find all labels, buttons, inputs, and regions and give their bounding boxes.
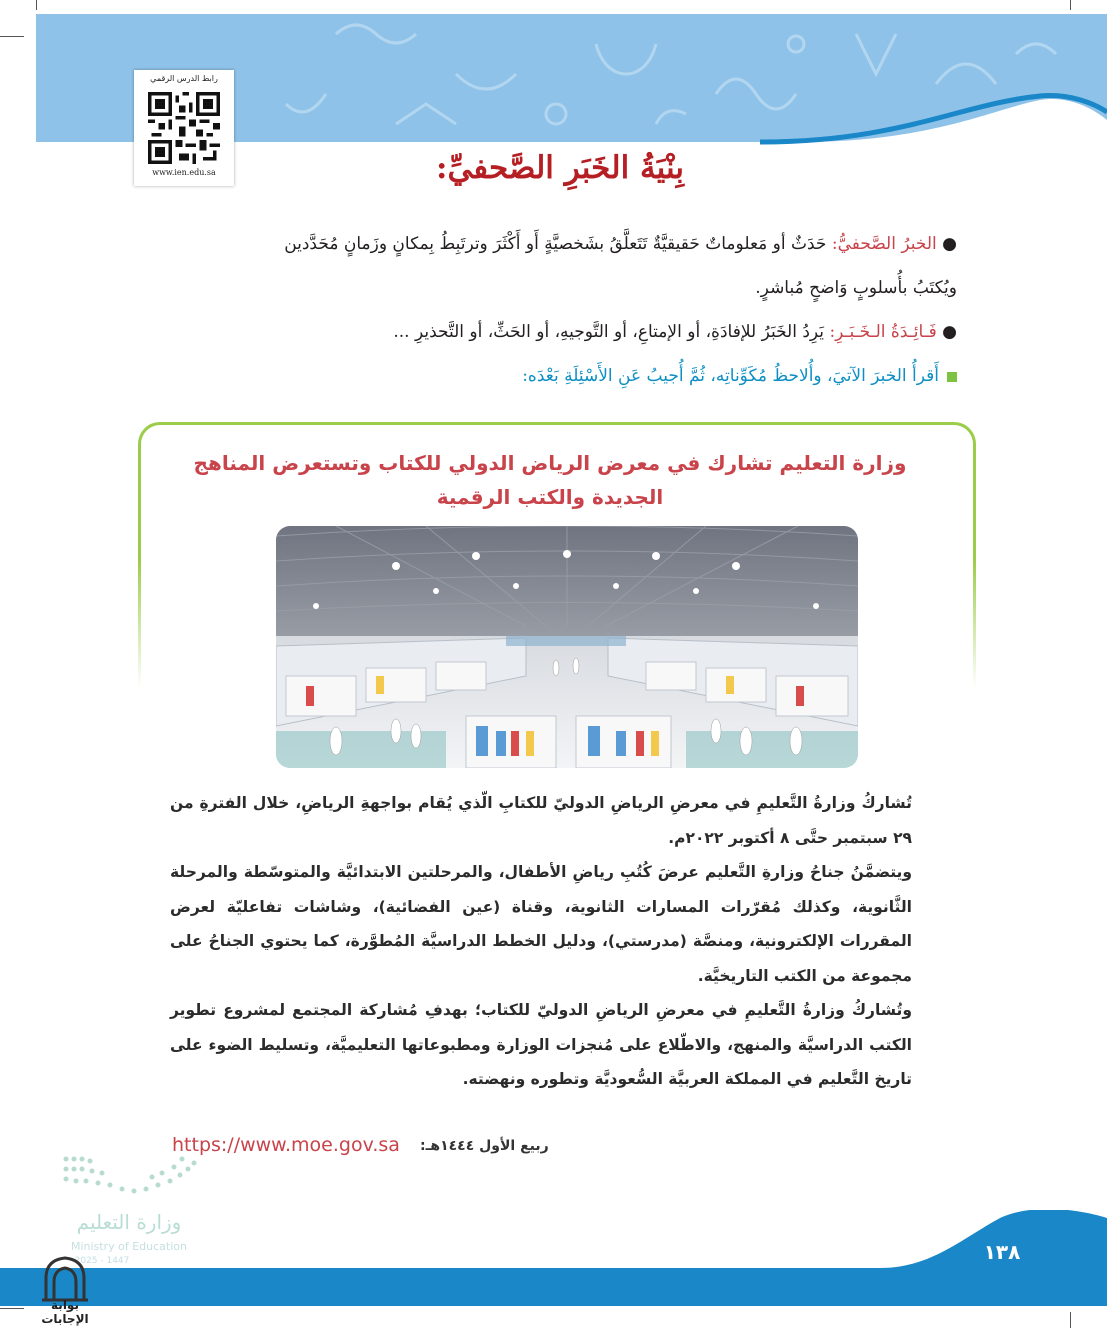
instruction bbox=[157, 366, 957, 386]
definition-news-cont bbox=[157, 266, 957, 310]
news-paragraph: وتُشاركُ وزارةُ التَّعليمِ في معرضِ الرياضِ الدوليّ للكتاب؛ بهدفِ مُشاركة المجتمع لمشروع تطوير الكتب الدراسيَّة والمنهج، والاطّلاع على مُنجزات الوزارة ومطبوعاتها التعليميَّة، وتسليط الضوء على تاريخ التَّعليم في المملكة العربيَّة السُّعوديَّة وتطوره ونهضته. bbox=[170, 1001, 912, 1088]
news-paragraph: تُشاركُ وزارةُ التَّعليمِ في معرضِ الرياضِ الدوليّ للكتابِ الّذي يُقام بواجهةِ الرياضِ، خلال الفترةِ من ٢٩ سبتمبر حتَّى ٨ أكتوبر ٢٠٢٢م. bbox=[170, 794, 912, 847]
definition-text: حَدَثٌ أو مَعلوماتٌ حَقيقيَّةٌ تَتَعلَّقُ بشَخصيَّةٍ أَو أَكْثَرَ وترتَبِطُ بِمكانٍ وزَمانٍ مُحَدَّدين bbox=[284, 234, 827, 254]
crop-mark bbox=[1070, 1312, 1071, 1328]
qr-code-icon[interactable] bbox=[148, 92, 220, 164]
definition-text-cont: ويُكتَبُ بأُسلوبٍ وَاضحٍ مُباشرٍ. bbox=[755, 278, 957, 298]
bullet-dot: ● bbox=[936, 234, 957, 254]
page-title: بِنْيَةُ الخَبَرِ الصَّحفيِّ: bbox=[436, 150, 684, 186]
ministry-logo-dots bbox=[62, 1155, 202, 1199]
news-headline: وزارة التعليم تشارك في معرض الرياض الدولي للكتاب وتستعرض المناهج الجديدة والكتب الرقمية bbox=[193, 451, 907, 509]
definition-news bbox=[157, 222, 957, 266]
portal-arch-icon bbox=[40, 1256, 90, 1302]
green-square-icon bbox=[947, 372, 957, 382]
qr-label: رابط الدرس الرقمي bbox=[150, 74, 218, 83]
definition-text: يَرِدُ الخَبَرُ للإفادَةِ، أو الإمتاعِ، أو التَّوجيهِ، أو الحَثِّ، أو التَّحذيرِ ... bbox=[393, 322, 825, 342]
ministry-name-ar: وزارة التعليم bbox=[76, 1210, 182, 1234]
book-fair-photo bbox=[276, 526, 858, 768]
instruction-text: أَقرأُ الخبرَ الآتيَ، وأُلاحظُ مُكَوِّناتِه، ثُمَّ أُجيبُ عَنِ الأَسْئِلَةِ بَعْدَه: bbox=[522, 366, 939, 386]
source-date: ربيع الأول ١٤٤٤هـ: bbox=[420, 1138, 549, 1154]
ministry-name-en: Ministry of Education bbox=[70, 1240, 187, 1253]
qr-url[interactable]: www.ien.edu.sa bbox=[152, 168, 216, 177]
definition-term: الخبرُ الصَّحفيُّ: bbox=[831, 234, 937, 254]
definition-benefit bbox=[157, 310, 957, 354]
page-number: ١٣٨ bbox=[983, 1240, 1021, 1264]
source-link[interactable]: https://www.moe.gov.sa bbox=[172, 1134, 400, 1156]
news-paragraph: ويتضمَّنُ جناحُ وزارةِ التَّعليم عرضَ كُتُبِ رياضِ الأطفال، والمرحلتين الابتدائيَّة والمتوسّطة والمرحلة الثَّانوية، وكذلك مُقرّرات المسارات الثانوية، وقناة (عين الفضائية)، وشاشات تفاعليّة لعرض المقررات الإلكترونية، ومنصَّة (مدرستي)، ودليل الخطط الدراسيَّة المُطوَّرة، كما يحتوي الجناحُ على مجموعة من الكتب التاريخيَّة. bbox=[170, 863, 912, 985]
qr-card[interactable] bbox=[134, 70, 234, 186]
definition-term: فَـائِـدَةُ الـخَـبَـرِ: bbox=[829, 322, 937, 342]
ministry-year: 2025 - 1447 bbox=[74, 1256, 130, 1266]
portal-label: بوابة الإجابات bbox=[41, 1298, 89, 1326]
bullet-dot: ● bbox=[936, 322, 957, 342]
crop-mark bbox=[0, 1308, 24, 1309]
news-body bbox=[170, 786, 938, 1097]
